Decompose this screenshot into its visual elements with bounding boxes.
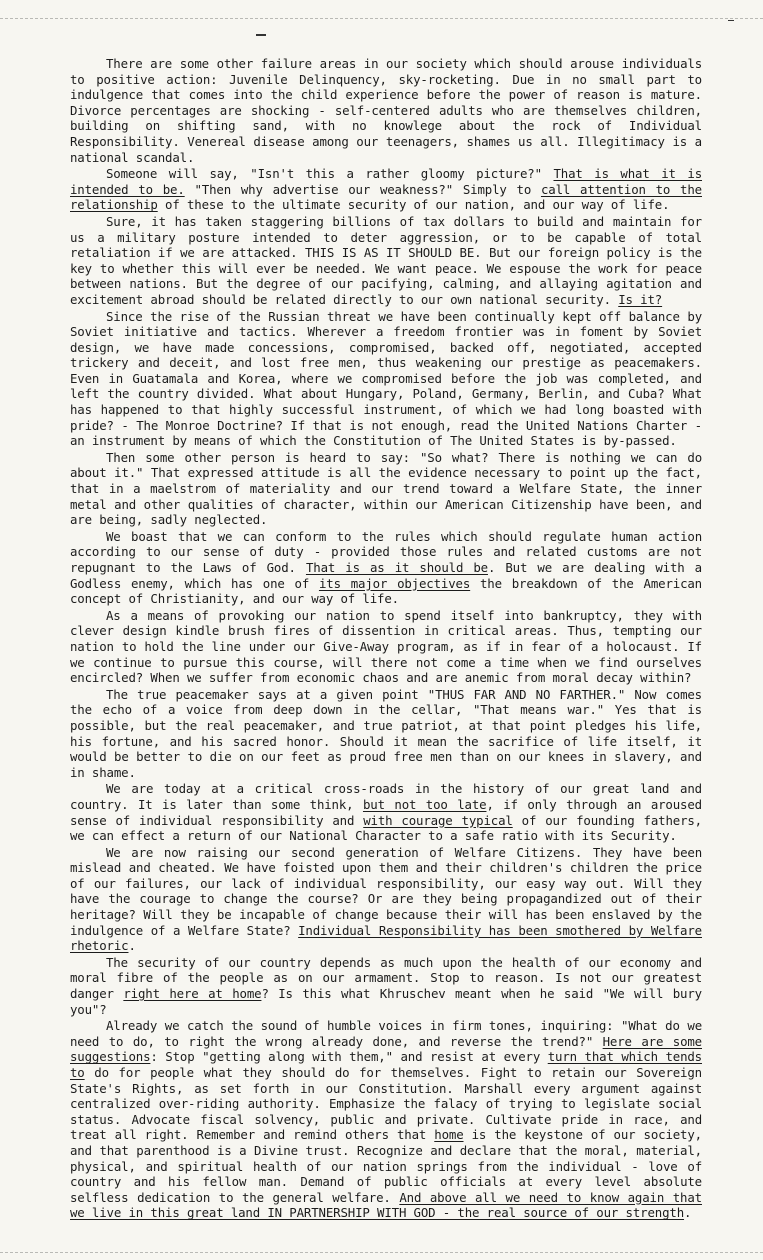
- underlined-text: Individual Responsibility has been smothered by Welfare rhetoric: [70, 922, 702, 954]
- paragraph: [70, 845, 702, 954]
- text-segment: Since the rise of the Russian threat we have been continually kept off balance by Soviet initiative and tactics. Wherever a freedom frontier was in foment by Soviet design, we have made concessions, compromised, backed off, negotiated, accepted trickery and deceit, and lost free men, thus weakening our prestige as peacemakers. Even in Guatamala and Korea, where we compromised before the job was completed, and left the country divided. What about Hungary, Poland, Germany, Berlin, and Cuba? What has happened to that highly successful instrument, of which we had long boasted with pride? - The Monroe Doctrine? If that is not enough, read the United Nations Charter - an instrument by means of which the Constitution of The United States is by-passed.: [70, 308, 702, 449]
- underlined-text: its major objectives: [318, 575, 471, 591]
- paragraph: [70, 214, 702, 308]
- underlined-text: turn that which tends to: [70, 1049, 702, 1080]
- text-segment: , if only through an aroused sense of individual responsibility and: [70, 796, 702, 828]
- text-segment: . But we are dealing with a Godless enemy, which has one of: [70, 560, 702, 591]
- text-segment: We are today at a critical cross-roads in the history of our great land and country. It is later than some think,: [70, 781, 702, 812]
- underlined-text: home: [434, 1127, 464, 1143]
- paragraph: [70, 529, 702, 607]
- text-segment: Someone will say, "Isn't this a rather gloomy picture?": [106, 166, 554, 182]
- text-segment: do for people what they should do for themselves. Fight to retain our Sovereign State's Rights, as set forth in our Constitution. Marshall every argument against centralized over-riding authority. Emphasize the falacy of trying to legislate social status. Advocate fiscal solvency, public and private. Cultivate pride in race, and treat all right. Remember and remind others that: [70, 1065, 702, 1143]
- text-segment: Then some other person is heard to say: "So what? There is nothing we can do about it." That expressed attitude is all the evidence necessary to point up the fact, that in a maelstrom of materiality and our trend toward a Welfare State, the inner metal and other qualities of character, within our American Citizenship have been, and are being, sadly neglected.: [70, 449, 702, 528]
- text-segment: the breakdown of the American concept of Christianity, and our way of life.: [70, 575, 702, 607]
- text-segment: Sure, it has taken staggering billions of tax dollars to build and maintain for us a military posture intended to deter aggression, or to be capable of total retaliation if we are attacked. THIS IS AS IT SHOULD BE. But our foreign policy is the key to whether this will ever be needed. We want peace. We espouse the work for peace between nations. But the degree of our pacifying, calming, and allaying agitation and excitement abroad should be related directly to our own national security.: [70, 213, 702, 307]
- text-segment: is the keystone of our society, and that parenthood is a Divine trust. Recognize and declare that the moral, material, physical, and spiritual health of our nation springs from the individual - love of country and his fellow man. Demand of public officials at every level absolute selfless dedication to the general welfare.: [70, 1127, 702, 1205]
- text-segment: We are now raising our second generation of Welfare Citizens. They have been mislead and cheated. We have foisted upon them and their children's children the price of our failures, our lack of individual responsibility, our easy way out. Will they have the courage to change the course? Or are they being propagandized out of their heritage? Will they be incapable of change because their will has been enslaved by the indulgence of a Welfare State?: [70, 844, 702, 938]
- underlined-text: call attention to the relationship: [70, 181, 702, 213]
- underlined-text: And above all we need to know again that we live in this great land IN PARTNERSHIP WITH GOD - the real source of our strength: [70, 1189, 702, 1221]
- paragraph: [70, 1018, 702, 1221]
- text-segment: The true peacemaker says at a given point "THUS FAR AND NO FARTHER." Now comes the echo of a voice from deep down in the cellar, "That means war." Yes that is possible, but the real peacemaker, and true patriot, at that point pledges his life, his fortune, and his sacred honor. Should it mean the sacrifice of life itself, it would be better to die on our feet as proud free men than on our knees in slavery, and in shame.: [70, 686, 702, 780]
- paragraph: [70, 781, 702, 843]
- document-body: [70, 56, 702, 1222]
- underlined-text: Is it?: [618, 291, 663, 307]
- text-segment: The security of our country depends as much upon the health of our economy and moral fibre of the people as on our armament. Stop to reason. Is not our greatest danger: [70, 954, 702, 1002]
- top-scan-edge: [0, 18, 763, 19]
- text-segment: .: [684, 1205, 692, 1221]
- paragraph: [70, 56, 702, 165]
- text-segment: As a means of provoking our nation to spend itself into bankruptcy, they with clever design kindle brush fires of dissention in critical areas. Thus, tempting our nation to hold the line under our Give-Away program, as if in fear of a holocaust. If we continue to pursue this course, will there not come a time when we find ourselves encircled? When we suffer from economic chaos and are anemic from moral decay within?: [70, 607, 702, 686]
- paragraph: [70, 687, 702, 781]
- underlined-text: That is as it should be: [305, 560, 488, 575]
- text-segment: There are some other failure areas in our society which should arouse individuals to positive action: Juvenile Delinquency, sky-rocketing. Due in no small part to indulgence that comes into the child experience before the power of reason is mature. Divorce percentages are shocking - self-centered adults who are themselves children, building on shifting sand, with no knowlege about the rock of Individual Responsibility. Venereal disease among our teenagers, shames us all. Illegitimacy is a national scandal.: [70, 56, 702, 165]
- text-segment: We boast that we can conform to the rules which should regulate human action according to our sense of duty - provided those rules and related customs are not repugnant to the Laws of God.: [70, 528, 702, 575]
- underlined-text: but not too late: [362, 796, 487, 812]
- text-segment: ? Is this what Khruschev meant when he said "We will bury you"?: [70, 986, 702, 1017]
- text-segment: .: [128, 938, 136, 954]
- underlined-text: Here are some suggestions: [70, 1033, 702, 1065]
- paragraph: [70, 309, 702, 449]
- text-segment: : Stop "getting along with them," and resist at every: [150, 1049, 548, 1065]
- text-segment: Already we catch the sound of humble voices in firm tones, inquiring: "What do we need to do, to right the wrong already done, and reverse the trend?": [70, 1018, 702, 1049]
- underlined-text: right here at home: [123, 986, 262, 1002]
- text-segment: "Then why advertise our weakness?" Simply to: [184, 181, 541, 197]
- bottom-scan-edge: [0, 1252, 763, 1253]
- paragraph: [70, 450, 702, 528]
- scan-mark: [728, 20, 734, 21]
- text-segment: of our founding fathers, we can effect a return of our National Character to a safe ratio with its Security.: [70, 812, 702, 844]
- text-segment: of these to the ultimate security of our nation, and our way of life.: [157, 197, 670, 213]
- underlined-text: with courage typical: [363, 812, 513, 828]
- paragraph: [70, 166, 702, 213]
- paragraph: [70, 608, 702, 686]
- paragraph: [70, 955, 702, 1017]
- underlined-text: That is what it is intended to be.: [70, 166, 703, 197]
- scan-mark: [256, 34, 266, 36]
